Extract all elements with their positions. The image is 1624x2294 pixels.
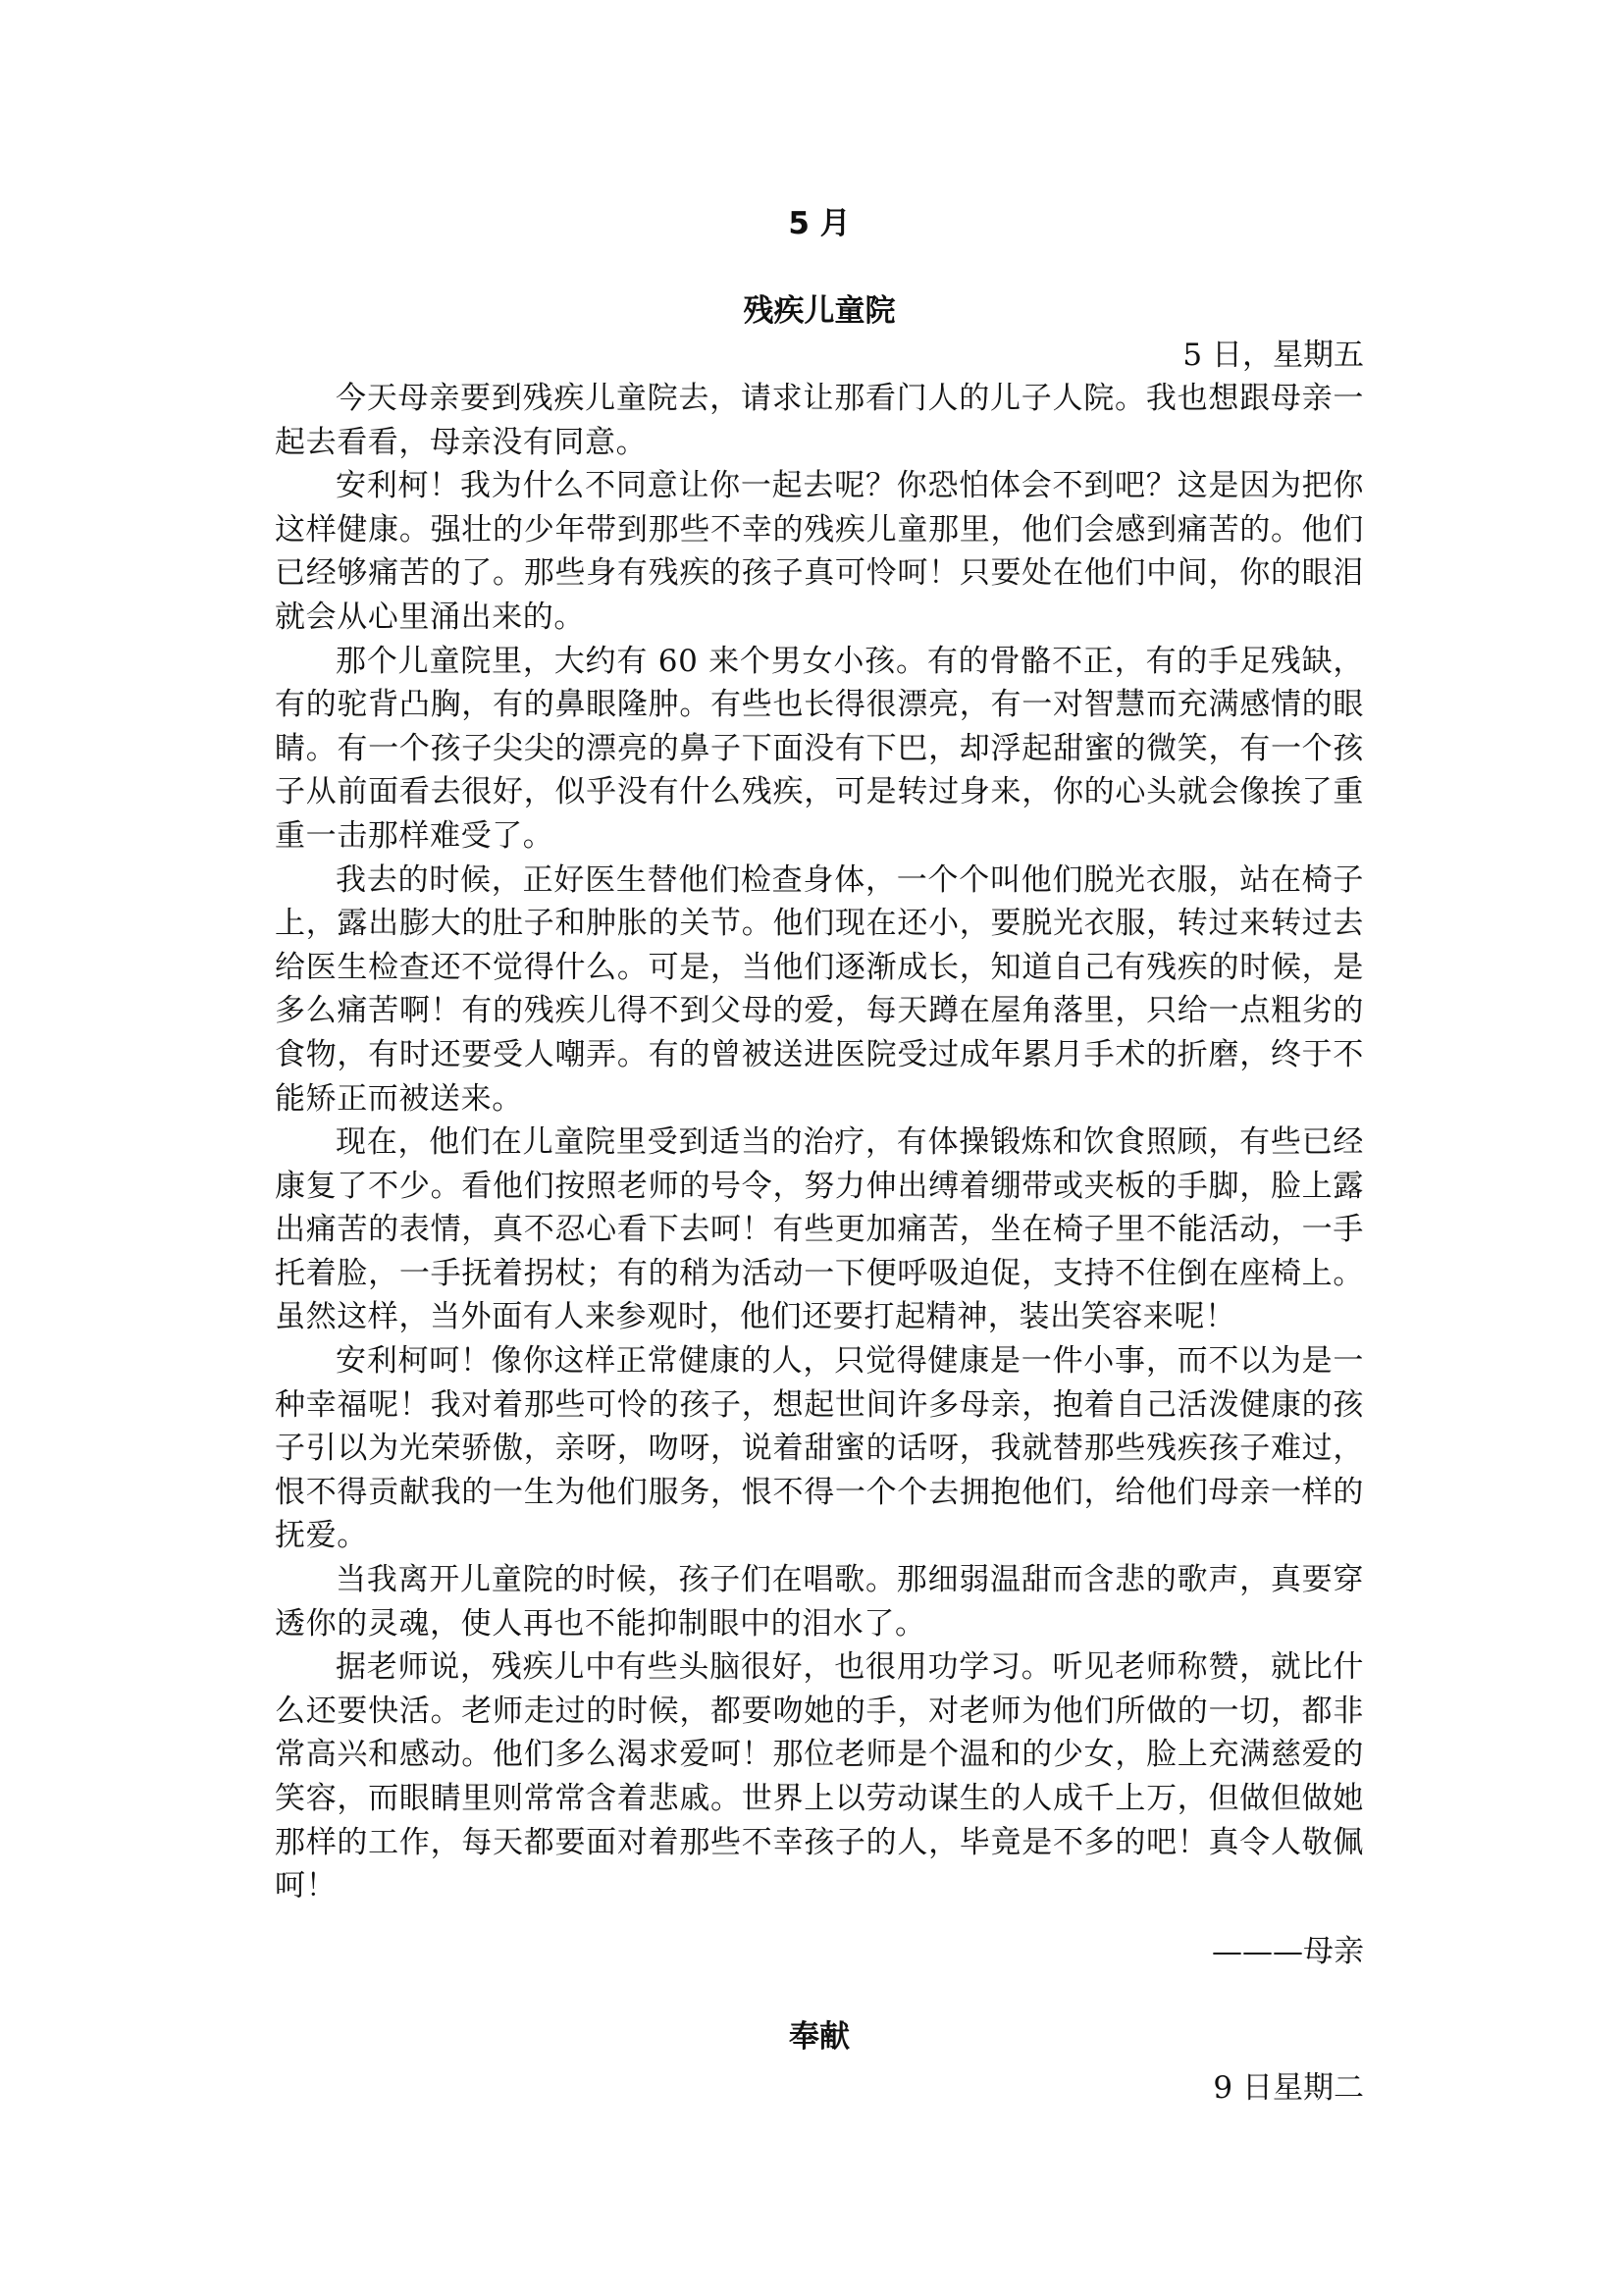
paragraph: 今天母亲要到残疾儿童院去，请求让那看门人的儿子人院。我也想跟母亲一起去看看，母亲没有同意。 (275, 381, 1364, 460)
signature: ———母亲 (1212, 1934, 1364, 1969)
paragraph: 当我离开儿童院的时候，孩子们在唱歌。那细弱温甜而含悲的歌声，真要穿透你的灵魂，使人再也不能抑制眼中的泪水了。 (275, 1562, 1364, 1642)
paragraph: 现在，他们在儿童院里受到适当的治疗，有体操锻炼和饮食照顾，有些已经康复了不少。看他们按照老师的号令，努力伸出缚着绷带或夹板的手脚，脸上露出痛苦的表情，真不忍心看下去呵！有些更加痛苦，坐在椅子里不能活动，一手托着脸，一手抚着拐杖；有的稍为活动一下便呼吸迫促，支持不住倒在座椅上。虽然这样，当外面有人来参观时，他们还要打起精神，装出笑容来呢！ (275, 1124, 1364, 1335)
month-heading: 5 月 (788, 206, 851, 241)
paragraph: 安利柯！我为什么不同意让你一起去呢？你恐怕体会不到吧？这是因为把你这样健康。强壮的少年带到那些不幸的残疾儿童那里，他们会感到痛苦的。他们已经够痛苦的了。那些身有残疾的孩子真可怜呵！只要处在他们中间，你的眼泪就会从心里涌出来的。 (275, 468, 1364, 635)
paragraph: 那个儿童院里，大约有 60 来个男女小孩。有的骨骼不正，有的手足残缺，有的驼背凸胸，有的鼻眼隆肿。有些也长得很漂亮，有一对智慧而充满感情的眼睛。有一个孩子尖尖的漂亮的鼻子下面没有下巴，却浮起甜蜜的微笑，有一个孩子从前面看去很好，似乎没有什么残疾，可是转过身来，你的心头就会像挨了重重一击那样难受了。 (275, 643, 1364, 854)
paragraph: 据老师说，残疾儿中有些头脑很好，也很用功学习。听见老师称赞，就比什么还要快活。老师走过的时候，都要吻她的手，对老师为他们所做的一切，都非常高兴和感动。他们多么渴求爱呵！那位老师是个温和的少女，脸上充满慈爱的笑容，而眼睛里则常常含着悲戚。世界上以劳动谋生的人成千上万，但做但做她那样的工作，每天都要面对着那些不幸孩子的人，毕竟是不多的吧！真令人敬佩呵！ (275, 1649, 1364, 1904)
section-title-dedication: 奉献 (789, 2019, 850, 2055)
section-date: 5 日，星期五 (1182, 338, 1364, 373)
section-title-disabled-children-home: 残疾儿童院 (743, 293, 896, 329)
section-date: 9 日星期二 (1213, 2070, 1364, 2106)
paragraph: 我去的时候，正好医生替他们检查身体，一个个叫他们脱光衣服，站在椅子上，露出膨大的肚子和肿胀的关节。他们现在还小，要脱光衣服，转过来转过去给医生检查还不觉得什么。可是，当他们逐渐成长，知道自己有残疾的时候，是多么痛苦啊！有的残疾儿得不到父母的爱，每天蹲在屋角落里，只给一点粗劣的食物，有时还要受人嘲弄。有的曾被送进医院受过成年累月手术的折磨，终于不能矫正而被送来。 (275, 861, 1364, 1117)
section-body (275, 377, 1364, 1908)
paragraph: 安利柯呵！像你这样正常健康的人，只觉得健康是一件小事，而不以为是一种幸福呢！我对着那些可怜的孩子，想起世间许多母亲，抱着自己活泼健康的孩子引以为光荣骄傲，亲呀，吻呀，说着甜蜜的话呀，我就替那些残疾孩子难过，恨不得贡献我的一生为他们服务，恨不得一个个去拥抱他们，给他们母亲一样的抚爱。 (275, 1343, 1364, 1554)
